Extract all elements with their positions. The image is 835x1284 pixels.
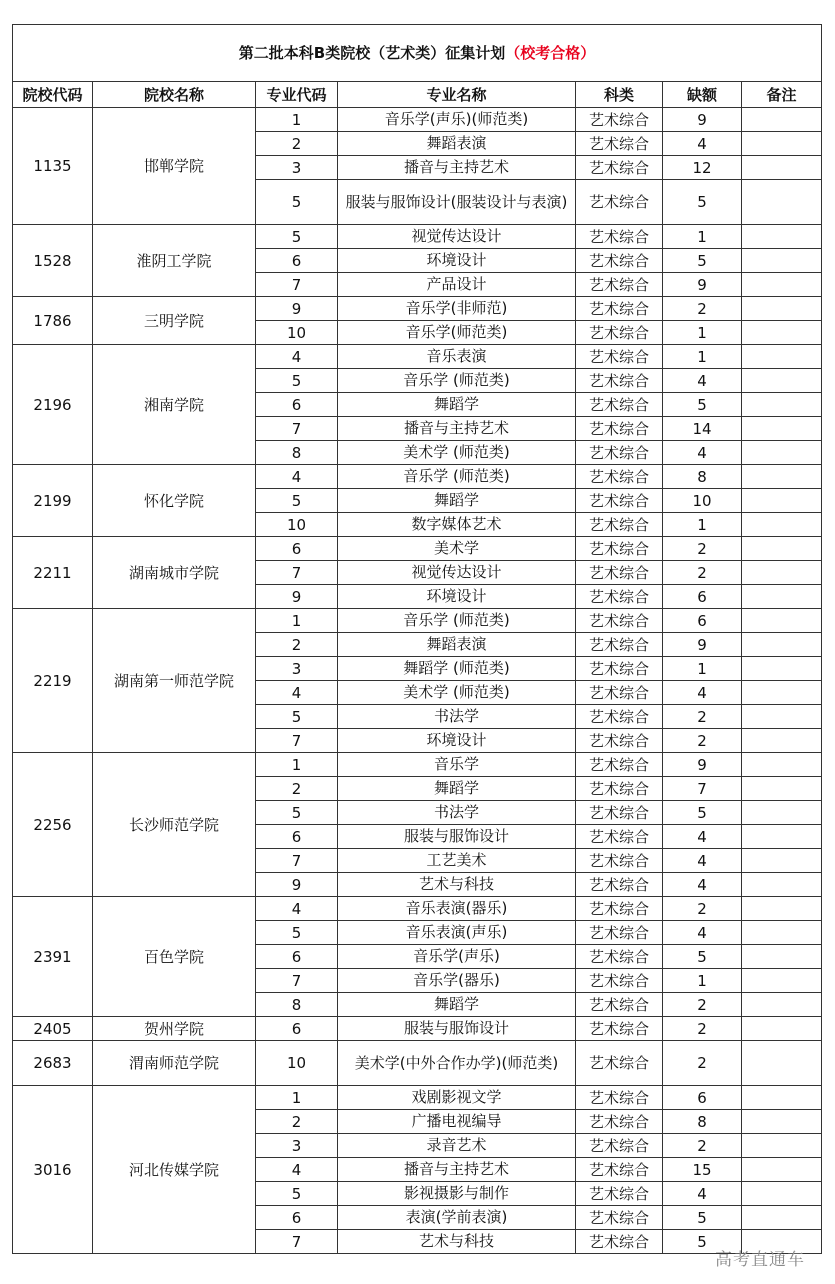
vacancy-cell: 9 <box>663 633 742 657</box>
major-name-cell: 服装与服饰设计 <box>338 1017 576 1041</box>
header-category: 科类 <box>576 82 663 108</box>
vacancy-cell: 1 <box>663 657 742 681</box>
major-code-cell: 5 <box>256 225 338 249</box>
remarks-cell <box>742 1182 822 1206</box>
category-cell: 艺术综合 <box>576 657 663 681</box>
school-code-cell: 2256 <box>13 753 93 897</box>
vacancy-cell: 4 <box>663 441 742 465</box>
major-name-cell: 音乐学 (师范类) <box>338 465 576 489</box>
category-cell: 艺术综合 <box>576 321 663 345</box>
major-name-cell: 服装与服饰设计 <box>338 825 576 849</box>
major-name-cell: 服装与服饰设计(服装设计与表演) <box>338 180 576 225</box>
vacancy-cell: 4 <box>663 681 742 705</box>
major-code-cell: 6 <box>256 1206 338 1230</box>
vacancy-cell: 1 <box>663 321 742 345</box>
title-main: 第二批本科B类院校（艺术类）征集计划 <box>238 44 506 62</box>
table-row <box>13 225 822 249</box>
enrollment-plan-table <box>12 24 822 1254</box>
remarks-cell <box>742 297 822 321</box>
major-code-cell: 7 <box>256 1230 338 1254</box>
major-name-cell: 环境设计 <box>338 729 576 753</box>
remarks-cell <box>742 921 822 945</box>
school-name-cell: 河北传媒学院 <box>93 1086 256 1254</box>
remarks-cell <box>742 897 822 921</box>
school-code-cell: 3016 <box>13 1086 93 1254</box>
table-row <box>13 108 822 132</box>
vacancy-cell: 2 <box>663 897 742 921</box>
major-name-cell: 艺术与科技 <box>338 873 576 897</box>
remarks-cell <box>742 1086 822 1110</box>
category-cell: 艺术综合 <box>576 705 663 729</box>
remarks-cell <box>742 417 822 441</box>
major-code-cell: 9 <box>256 585 338 609</box>
vacancy-cell: 2 <box>663 1134 742 1158</box>
table-title <box>13 25 822 82</box>
remarks-cell <box>742 1017 822 1041</box>
remarks-cell <box>742 369 822 393</box>
major-name-cell: 音乐学 (师范类) <box>338 609 576 633</box>
vacancy-cell: 15 <box>663 1158 742 1182</box>
remarks-cell <box>742 180 822 225</box>
school-code-cell: 1786 <box>13 297 93 345</box>
category-cell: 艺术综合 <box>576 273 663 297</box>
category-cell: 艺术综合 <box>576 777 663 801</box>
category-cell: 艺术综合 <box>576 993 663 1017</box>
major-name-cell: 舞蹈学 <box>338 777 576 801</box>
remarks-cell <box>742 633 822 657</box>
header-vacancy: 缺额 <box>663 82 742 108</box>
vacancy-cell: 10 <box>663 489 742 513</box>
school-code-cell: 2683 <box>13 1041 93 1086</box>
major-code-cell: 1 <box>256 1086 338 1110</box>
category-cell: 艺术综合 <box>576 249 663 273</box>
vacancy-cell: 8 <box>663 1110 742 1134</box>
table-row <box>13 753 822 777</box>
category-cell: 艺术综合 <box>576 156 663 180</box>
major-code-cell: 10 <box>256 1041 338 1086</box>
category-cell: 艺术综合 <box>576 1230 663 1254</box>
category-cell: 艺术综合 <box>576 108 663 132</box>
category-cell: 艺术综合 <box>576 849 663 873</box>
category-cell: 艺术综合 <box>576 825 663 849</box>
school-name-cell: 贺州学院 <box>93 1017 256 1041</box>
category-cell: 艺术综合 <box>576 1110 663 1134</box>
category-cell: 艺术综合 <box>576 132 663 156</box>
table-row <box>13 465 822 489</box>
category-cell: 艺术综合 <box>576 180 663 225</box>
major-name-cell: 音乐表演 <box>338 345 576 369</box>
vacancy-cell: 14 <box>663 417 742 441</box>
remarks-cell <box>742 825 822 849</box>
vacancy-cell: 8 <box>663 465 742 489</box>
school-name-cell: 湖南城市学院 <box>93 537 256 609</box>
remarks-cell <box>742 585 822 609</box>
table-row <box>13 345 822 369</box>
remarks-cell <box>742 1110 822 1134</box>
remarks-cell <box>742 561 822 585</box>
category-cell: 艺术综合 <box>576 441 663 465</box>
vacancy-cell: 2 <box>663 1017 742 1041</box>
major-code-cell: 8 <box>256 441 338 465</box>
school-name-cell: 湖南第一师范学院 <box>93 609 256 753</box>
category-cell: 艺术综合 <box>576 1134 663 1158</box>
major-name-cell: 艺术与科技 <box>338 1230 576 1254</box>
remarks-cell <box>742 513 822 537</box>
major-name-cell: 音乐学(声乐)(师范类) <box>338 108 576 132</box>
category-cell: 艺术综合 <box>576 921 663 945</box>
major-name-cell: 舞蹈学 (师范类) <box>338 657 576 681</box>
table-row <box>13 1041 822 1086</box>
major-code-cell: 5 <box>256 801 338 825</box>
vacancy-cell: 7 <box>663 777 742 801</box>
major-code-cell: 1 <box>256 609 338 633</box>
major-code-cell: 2 <box>256 633 338 657</box>
major-name-cell: 美术学 (师范类) <box>338 681 576 705</box>
remarks-cell <box>742 681 822 705</box>
category-cell: 艺术综合 <box>576 393 663 417</box>
category-cell: 艺术综合 <box>576 609 663 633</box>
category-cell: 艺术综合 <box>576 297 663 321</box>
school-name-cell: 百色学院 <box>93 897 256 1017</box>
major-name-cell: 美术学(中外合作办学)(师范类) <box>338 1041 576 1086</box>
major-code-cell: 5 <box>256 705 338 729</box>
major-code-cell: 3 <box>256 657 338 681</box>
category-cell: 艺术综合 <box>576 969 663 993</box>
school-code-cell: 2219 <box>13 609 93 753</box>
remarks-cell <box>742 441 822 465</box>
major-code-cell: 8 <box>256 993 338 1017</box>
remarks-cell <box>742 657 822 681</box>
category-cell: 艺术综合 <box>576 345 663 369</box>
header-remarks: 备注 <box>742 82 822 108</box>
category-cell: 艺术综合 <box>576 369 663 393</box>
remarks-cell <box>742 1134 822 1158</box>
vacancy-cell: 5 <box>663 393 742 417</box>
category-cell: 艺术综合 <box>576 945 663 969</box>
category-cell: 艺术综合 <box>576 225 663 249</box>
remarks-cell <box>742 993 822 1017</box>
remarks-cell <box>742 849 822 873</box>
school-name-cell: 长沙师范学院 <box>93 753 256 897</box>
category-cell: 艺术综合 <box>576 489 663 513</box>
header-major-name: 专业名称 <box>338 82 576 108</box>
major-name-cell: 音乐表演(声乐) <box>338 921 576 945</box>
major-name-cell: 播音与主持艺术 <box>338 1158 576 1182</box>
vacancy-cell: 5 <box>663 1206 742 1230</box>
major-code-cell: 10 <box>256 513 338 537</box>
major-code-cell: 6 <box>256 945 338 969</box>
vacancy-cell: 4 <box>663 921 742 945</box>
remarks-cell <box>742 1041 822 1086</box>
category-cell: 艺术综合 <box>576 585 663 609</box>
header-school-code: 院校代码 <box>13 82 93 108</box>
vacancy-cell: 1 <box>663 969 742 993</box>
vacancy-cell: 2 <box>663 297 742 321</box>
major-code-cell: 10 <box>256 321 338 345</box>
category-cell: 艺术综合 <box>576 1182 663 1206</box>
vacancy-cell: 9 <box>663 108 742 132</box>
major-name-cell: 舞蹈表演 <box>338 633 576 657</box>
vacancy-cell: 2 <box>663 537 742 561</box>
category-cell: 艺术综合 <box>576 729 663 753</box>
major-code-cell: 3 <box>256 156 338 180</box>
major-name-cell: 环境设计 <box>338 585 576 609</box>
remarks-cell <box>742 945 822 969</box>
major-code-cell: 2 <box>256 132 338 156</box>
vacancy-cell: 4 <box>663 825 742 849</box>
major-code-cell: 9 <box>256 873 338 897</box>
school-name-cell: 三明学院 <box>93 297 256 345</box>
major-code-cell: 6 <box>256 825 338 849</box>
major-name-cell: 音乐学 (师范类) <box>338 369 576 393</box>
major-code-cell: 1 <box>256 753 338 777</box>
category-cell: 艺术综合 <box>576 513 663 537</box>
remarks-cell <box>742 321 822 345</box>
title-accent: （校考合格） <box>505 44 596 62</box>
major-code-cell: 2 <box>256 777 338 801</box>
header-school-name: 院校名称 <box>93 82 256 108</box>
major-name-cell: 数字媒体艺术 <box>338 513 576 537</box>
major-name-cell: 美术学 <box>338 537 576 561</box>
table-row <box>13 897 822 921</box>
major-name-cell: 视觉传达设计 <box>338 561 576 585</box>
vacancy-cell: 5 <box>663 180 742 225</box>
major-code-cell: 4 <box>256 465 338 489</box>
category-cell: 艺术综合 <box>576 465 663 489</box>
school-name-cell: 淮阴工学院 <box>93 225 256 297</box>
remarks-cell <box>742 753 822 777</box>
vacancy-cell: 5 <box>663 1230 742 1254</box>
major-name-cell: 工艺美术 <box>338 849 576 873</box>
major-code-cell: 6 <box>256 249 338 273</box>
remarks-cell <box>742 537 822 561</box>
vacancy-cell: 2 <box>663 1041 742 1086</box>
remarks-cell <box>742 609 822 633</box>
remarks-cell <box>742 705 822 729</box>
category-cell: 艺术综合 <box>576 753 663 777</box>
major-code-cell: 5 <box>256 1182 338 1206</box>
remarks-cell <box>742 273 822 297</box>
major-code-cell: 2 <box>256 1110 338 1134</box>
vacancy-cell: 2 <box>663 561 742 585</box>
major-code-cell: 1 <box>256 108 338 132</box>
remarks-cell <box>742 465 822 489</box>
major-name-cell: 音乐学(声乐) <box>338 945 576 969</box>
table-row <box>13 609 822 633</box>
major-code-cell: 4 <box>256 897 338 921</box>
category-cell: 艺术综合 <box>576 681 663 705</box>
remarks-cell <box>742 801 822 825</box>
school-code-cell: 2196 <box>13 345 93 465</box>
major-code-cell: 5 <box>256 180 338 225</box>
school-name-cell: 怀化学院 <box>93 465 256 537</box>
major-name-cell: 舞蹈表演 <box>338 132 576 156</box>
remarks-cell <box>742 249 822 273</box>
vacancy-cell: 4 <box>663 849 742 873</box>
category-cell: 艺术综合 <box>576 897 663 921</box>
major-name-cell: 舞蹈学 <box>338 489 576 513</box>
vacancy-cell: 4 <box>663 873 742 897</box>
category-cell: 艺术综合 <box>576 561 663 585</box>
remarks-cell <box>742 132 822 156</box>
major-name-cell: 环境设计 <box>338 249 576 273</box>
school-code-cell: 2211 <box>13 537 93 609</box>
major-code-cell: 3 <box>256 1134 338 1158</box>
table-row <box>13 537 822 561</box>
major-name-cell: 舞蹈学 <box>338 993 576 1017</box>
major-name-cell: 产品设计 <box>338 273 576 297</box>
vacancy-cell: 5 <box>663 801 742 825</box>
table-row <box>13 1086 822 1110</box>
major-code-cell: 4 <box>256 1158 338 1182</box>
category-cell: 艺术综合 <box>576 1017 663 1041</box>
remarks-cell <box>742 489 822 513</box>
major-name-cell: 广播电视编导 <box>338 1110 576 1134</box>
vacancy-cell: 2 <box>663 729 742 753</box>
school-code-cell: 2391 <box>13 897 93 1017</box>
major-code-cell: 6 <box>256 393 338 417</box>
major-code-cell: 5 <box>256 489 338 513</box>
category-cell: 艺术综合 <box>576 1086 663 1110</box>
vacancy-cell: 1 <box>663 513 742 537</box>
table-row <box>13 297 822 321</box>
major-name-cell: 录音艺术 <box>338 1134 576 1158</box>
major-name-cell: 戏剧影视文学 <box>338 1086 576 1110</box>
header-major-code: 专业代码 <box>256 82 338 108</box>
vacancy-cell: 2 <box>663 993 742 1017</box>
category-cell: 艺术综合 <box>576 633 663 657</box>
header-row <box>13 82 822 108</box>
table-row <box>13 1017 822 1041</box>
major-code-cell: 6 <box>256 537 338 561</box>
major-name-cell: 音乐表演(器乐) <box>338 897 576 921</box>
category-cell: 艺术综合 <box>576 801 663 825</box>
category-cell: 艺术综合 <box>576 1206 663 1230</box>
major-code-cell: 7 <box>256 849 338 873</box>
remarks-cell <box>742 729 822 753</box>
major-name-cell: 播音与主持艺术 <box>338 417 576 441</box>
remarks-cell <box>742 1158 822 1182</box>
major-code-cell: 7 <box>256 417 338 441</box>
school-name-cell: 邯郸学院 <box>93 108 256 225</box>
remarks-cell <box>742 108 822 132</box>
major-name-cell: 播音与主持艺术 <box>338 156 576 180</box>
vacancy-cell: 12 <box>663 156 742 180</box>
major-name-cell: 表演(学前表演) <box>338 1206 576 1230</box>
major-name-cell: 音乐学(非师范) <box>338 297 576 321</box>
school-code-cell: 2405 <box>13 1017 93 1041</box>
category-cell: 艺术综合 <box>576 537 663 561</box>
vacancy-cell: 9 <box>663 753 742 777</box>
major-name-cell: 影视摄影与制作 <box>338 1182 576 1206</box>
table-body <box>13 108 822 1254</box>
remarks-cell <box>742 969 822 993</box>
title-row <box>13 25 822 82</box>
vacancy-cell: 1 <box>663 225 742 249</box>
watermark: 高考直通车 <box>715 1250 805 1270</box>
school-name-cell: 渭南师范学院 <box>93 1041 256 1086</box>
school-code-cell: 1528 <box>13 225 93 297</box>
major-name-cell: 音乐学(师范类) <box>338 321 576 345</box>
major-code-cell: 5 <box>256 369 338 393</box>
school-code-cell: 1135 <box>13 108 93 225</box>
remarks-cell <box>742 873 822 897</box>
vacancy-cell: 4 <box>663 1182 742 1206</box>
vacancy-cell: 4 <box>663 132 742 156</box>
remarks-cell <box>742 345 822 369</box>
category-cell: 艺术综合 <box>576 1041 663 1086</box>
vacancy-cell: 5 <box>663 249 742 273</box>
vacancy-cell: 6 <box>663 1086 742 1110</box>
remarks-cell <box>742 225 822 249</box>
major-name-cell: 视觉传达设计 <box>338 225 576 249</box>
vacancy-cell: 6 <box>663 609 742 633</box>
major-code-cell: 9 <box>256 297 338 321</box>
major-code-cell: 4 <box>256 345 338 369</box>
vacancy-cell: 1 <box>663 345 742 369</box>
remarks-cell <box>742 777 822 801</box>
major-name-cell: 书法学 <box>338 801 576 825</box>
remarks-cell <box>742 1206 822 1230</box>
major-code-cell: 7 <box>256 729 338 753</box>
major-code-cell: 7 <box>256 969 338 993</box>
major-name-cell: 音乐学 <box>338 753 576 777</box>
vacancy-cell: 9 <box>663 273 742 297</box>
school-name-cell: 湘南学院 <box>93 345 256 465</box>
major-name-cell: 音乐学(器乐) <box>338 969 576 993</box>
school-code-cell: 2199 <box>13 465 93 537</box>
remarks-cell <box>742 393 822 417</box>
category-cell: 艺术综合 <box>576 1158 663 1182</box>
major-name-cell: 美术学 (师范类) <box>338 441 576 465</box>
vacancy-cell: 2 <box>663 705 742 729</box>
major-code-cell: 4 <box>256 681 338 705</box>
major-code-cell: 6 <box>256 1017 338 1041</box>
vacancy-cell: 4 <box>663 369 742 393</box>
category-cell: 艺术综合 <box>576 417 663 441</box>
major-code-cell: 5 <box>256 921 338 945</box>
remarks-cell <box>742 156 822 180</box>
major-name-cell: 书法学 <box>338 705 576 729</box>
major-name-cell: 舞蹈学 <box>338 393 576 417</box>
vacancy-cell: 5 <box>663 945 742 969</box>
major-code-cell: 7 <box>256 561 338 585</box>
vacancy-cell: 6 <box>663 585 742 609</box>
major-code-cell: 7 <box>256 273 338 297</box>
category-cell: 艺术综合 <box>576 873 663 897</box>
